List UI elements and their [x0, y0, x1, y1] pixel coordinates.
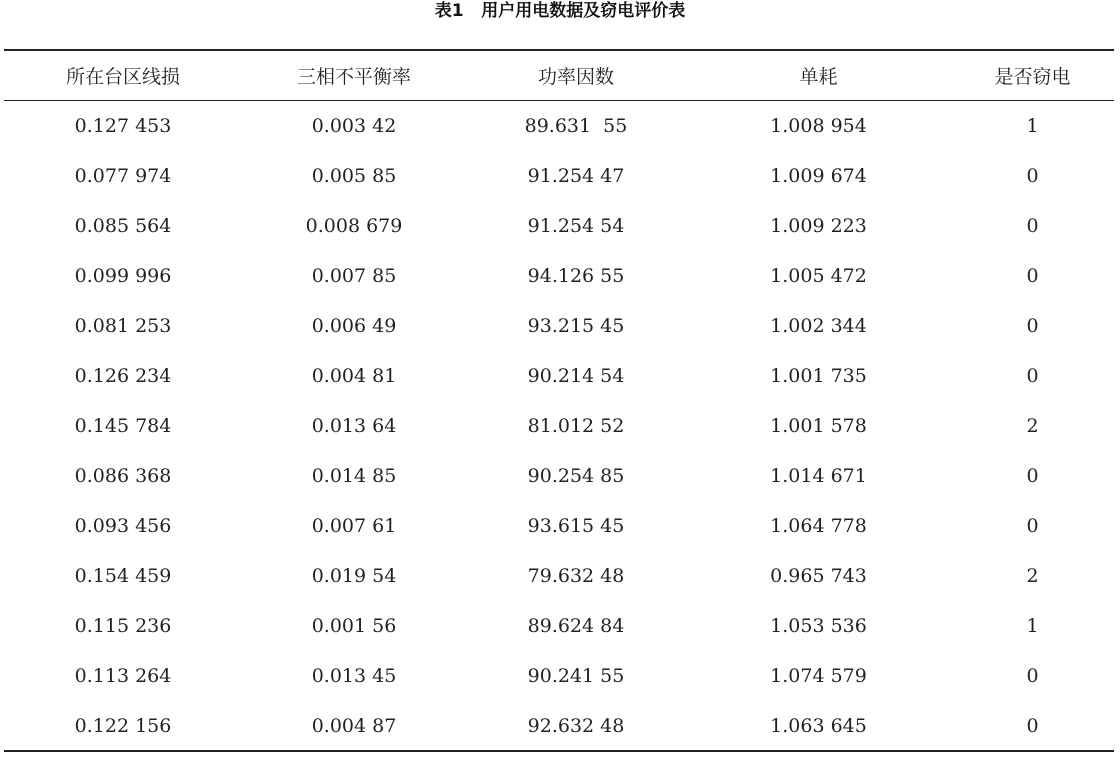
table-row — [4, 701, 1114, 751]
table-cell: 0.154 459 — [74, 565, 172, 587]
table-row — [4, 551, 1114, 601]
table-cell: 1.005 472 — [770, 265, 867, 287]
table-cell: 81.012 52 — [527, 415, 625, 437]
table-cell: 0.013 45 — [311, 665, 397, 687]
table-cell: 0 — [1026, 265, 1039, 287]
table-row — [4, 251, 1114, 301]
table-cell: 2 — [1026, 415, 1039, 437]
table-row — [4, 151, 1114, 201]
table-cell: 0.004 81 — [311, 365, 397, 387]
table-caption: 表1 用户用电数据及窃电评价表 — [434, 1, 686, 21]
table-cell: 0.093 456 — [74, 515, 172, 537]
table-cell: 0.126 234 — [74, 365, 172, 387]
table-cell: 1.002 344 — [770, 315, 867, 337]
table-cell: 0 — [1026, 215, 1039, 237]
table-row — [4, 351, 1114, 401]
table-cell: 1.009 674 — [770, 165, 867, 187]
table-cell: 90.241 55 — [527, 665, 625, 687]
table-cell: 0 — [1026, 165, 1039, 187]
table-cell: 0 — [1026, 715, 1039, 737]
table-cell: 0.085 564 — [74, 215, 172, 237]
table-cell: 0.003 42 — [311, 114, 397, 137]
table-cell: 1.053 536 — [770, 615, 867, 637]
table-cell: 1.074 579 — [770, 665, 867, 687]
table-cell: 93.615 45 — [527, 515, 625, 537]
table-cell: 92.632 48 — [527, 715, 625, 737]
column-header: 三相不平衡率 — [296, 66, 411, 88]
table-cell: 0.081 253 — [74, 315, 172, 337]
table-cell: 93.215 45 — [527, 315, 625, 337]
table-cell: 91.254 47 — [527, 165, 625, 187]
table-cell: 1 — [1026, 114, 1039, 137]
table-cell: 0 — [1026, 665, 1039, 687]
table-cell: 90.254 85 — [527, 465, 625, 487]
table-row — [4, 301, 1114, 351]
table-cell: 1.001 735 — [770, 365, 867, 387]
table-cell: 1.064 778 — [770, 515, 867, 537]
table-cell: 0.127 453 — [74, 114, 172, 137]
table-cell: 90.214 54 — [527, 365, 625, 387]
table-cell: 1.063 645 — [770, 715, 867, 737]
table-body — [4, 100, 1114, 751]
column-header: 单耗 — [799, 66, 838, 88]
table-cell: 0.004 87 — [311, 715, 397, 737]
table-cell: 0 — [1026, 315, 1039, 337]
table-cell: 0.099 996 — [74, 265, 172, 287]
table-cell: 89.624 84 — [527, 615, 625, 637]
table-header-row — [4, 51, 1114, 100]
table-row — [4, 100, 1114, 151]
table-cell: 0.077 974 — [74, 165, 172, 187]
electricity-data-table — [4, 51, 1114, 751]
column-header: 功率因数 — [537, 66, 614, 88]
table-row — [4, 601, 1114, 651]
table-cell: 0.007 61 — [311, 515, 397, 537]
table-cell: 89.631 55 — [524, 114, 628, 137]
table-cell: 79.632 48 — [527, 565, 625, 587]
table-row — [4, 201, 1114, 251]
table-row — [4, 451, 1114, 501]
table-row — [4, 501, 1114, 551]
column-header: 是否窃电 — [994, 66, 1071, 88]
table-cell: 0.115 236 — [74, 615, 172, 637]
table-cell: 0.965 743 — [770, 565, 867, 587]
table-cell: 1.008 954 — [770, 114, 867, 137]
table-cell: 0.007 85 — [311, 265, 397, 287]
table-cell: 0.006 49 — [311, 315, 397, 337]
table-cell: 0.005 85 — [311, 165, 397, 187]
table-cell: 0.014 85 — [311, 465, 397, 487]
table-row — [4, 651, 1114, 701]
table-cell: 0.019 54 — [311, 565, 397, 587]
table-cell: 0 — [1026, 515, 1039, 537]
table-cell: 2 — [1026, 565, 1039, 587]
table-row — [4, 401, 1114, 451]
table-cell: 1.009 223 — [770, 215, 867, 237]
table-cell: 94.126 55 — [527, 265, 625, 287]
column-header: 所在台区线损 — [65, 66, 180, 88]
table-cell: 0.013 64 — [311, 415, 397, 437]
table-cell: 1 — [1026, 615, 1039, 637]
table-cell: 0.122 156 — [74, 715, 172, 737]
table-cell: 0 — [1026, 365, 1039, 387]
table-cell: 0.086 368 — [74, 465, 172, 487]
table-cell: 0 — [1026, 465, 1039, 487]
table-cell: 0.113 264 — [74, 665, 172, 687]
table-cell: 0.008 679 — [305, 215, 403, 237]
table-cell: 1.014 671 — [770, 465, 867, 487]
table-cell: 0.145 784 — [74, 415, 172, 437]
table-cell: 1.001 578 — [770, 415, 867, 437]
table-cell: 91.254 54 — [527, 215, 625, 237]
table-cell: 0.001 56 — [311, 615, 397, 637]
